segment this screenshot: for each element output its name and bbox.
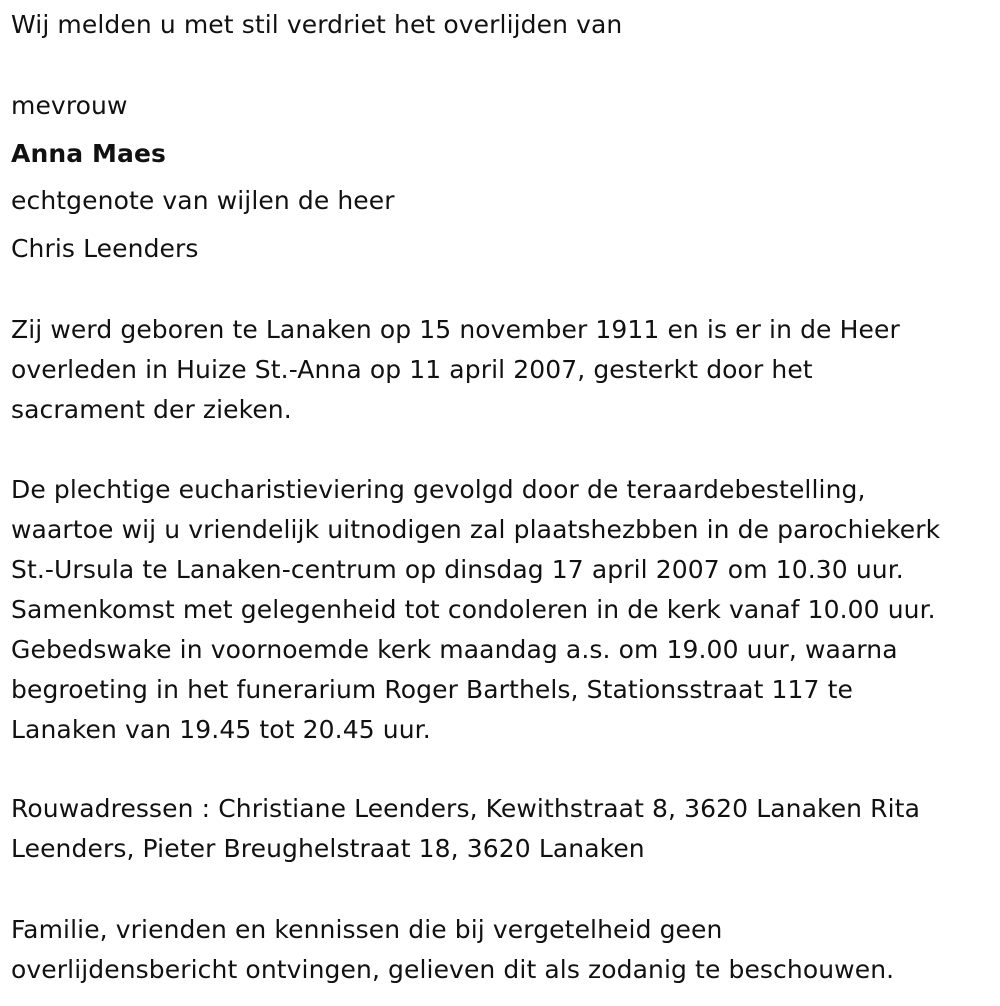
paragraph-line: De plechtige eucharistieviering gevolgd door de teraardebestelling, — [11, 475, 866, 504]
paragraph-line: overleden in Huize St.-Anna op 11 april 2007, gesterkt door het — [11, 355, 813, 384]
paragraph-line: sacrament der zieken. — [11, 395, 292, 424]
paragraph-line: Zij werd geboren te Lanaken op 15 november 1911 en is er in de Heer — [11, 315, 900, 344]
paragraph-line: St.-Ursula te Lanaken-centrum op dinsdag 17 april 2007 om 10.30 uur. — [11, 555, 904, 584]
closing-paragraph — [11, 910, 996, 990]
paragraph-line: Gebedswake in voornoemde kerk maandag a.s. om 19.00 uur, waarna — [11, 635, 898, 664]
paragraph-line: Familie, vrienden en kennissen die bij vergetelheid geen — [11, 915, 723, 944]
paragraph-line: Lanaken van 19.45 tot 20.45 uur. — [11, 715, 431, 744]
funeral-paragraph — [11, 470, 996, 750]
paragraph-line: Leenders, Pieter Breughelstraat 18, 3620 Lanaken — [11, 834, 645, 863]
intro-text: Wij melden u met stil verdriet het overlijden van — [11, 10, 623, 39]
paragraph-line: begroeting in het funerarium Roger Barthels, Stationsstraat 117 te — [11, 675, 853, 704]
deceased-name: Anna Maes — [11, 139, 167, 168]
salutation: mevrouw — [11, 91, 128, 120]
paragraph-line: waartoe wij u vriendelijk uitnodigen zal plaatshezbben in de parochiekerk — [11, 515, 941, 544]
relation-text: echtgenote van wijlen de heer — [11, 186, 395, 215]
spouse-name: Chris Leenders — [11, 234, 199, 263]
paragraph-line: Samenkomst met gelegenheid tot condoleren in de kerk vanaf 10.00 uur. — [11, 595, 936, 624]
birth-death-paragraph — [11, 310, 996, 430]
paragraph-line: Rouwadressen : Christiane Leenders, Kewithstraat 8, 3620 Lanaken Rita — [11, 794, 920, 823]
addresses-paragraph — [11, 789, 996, 869]
paragraph-line: overlijdensbericht ontvingen, gelieven dit als zodanig te beschouwen. — [11, 955, 895, 984]
